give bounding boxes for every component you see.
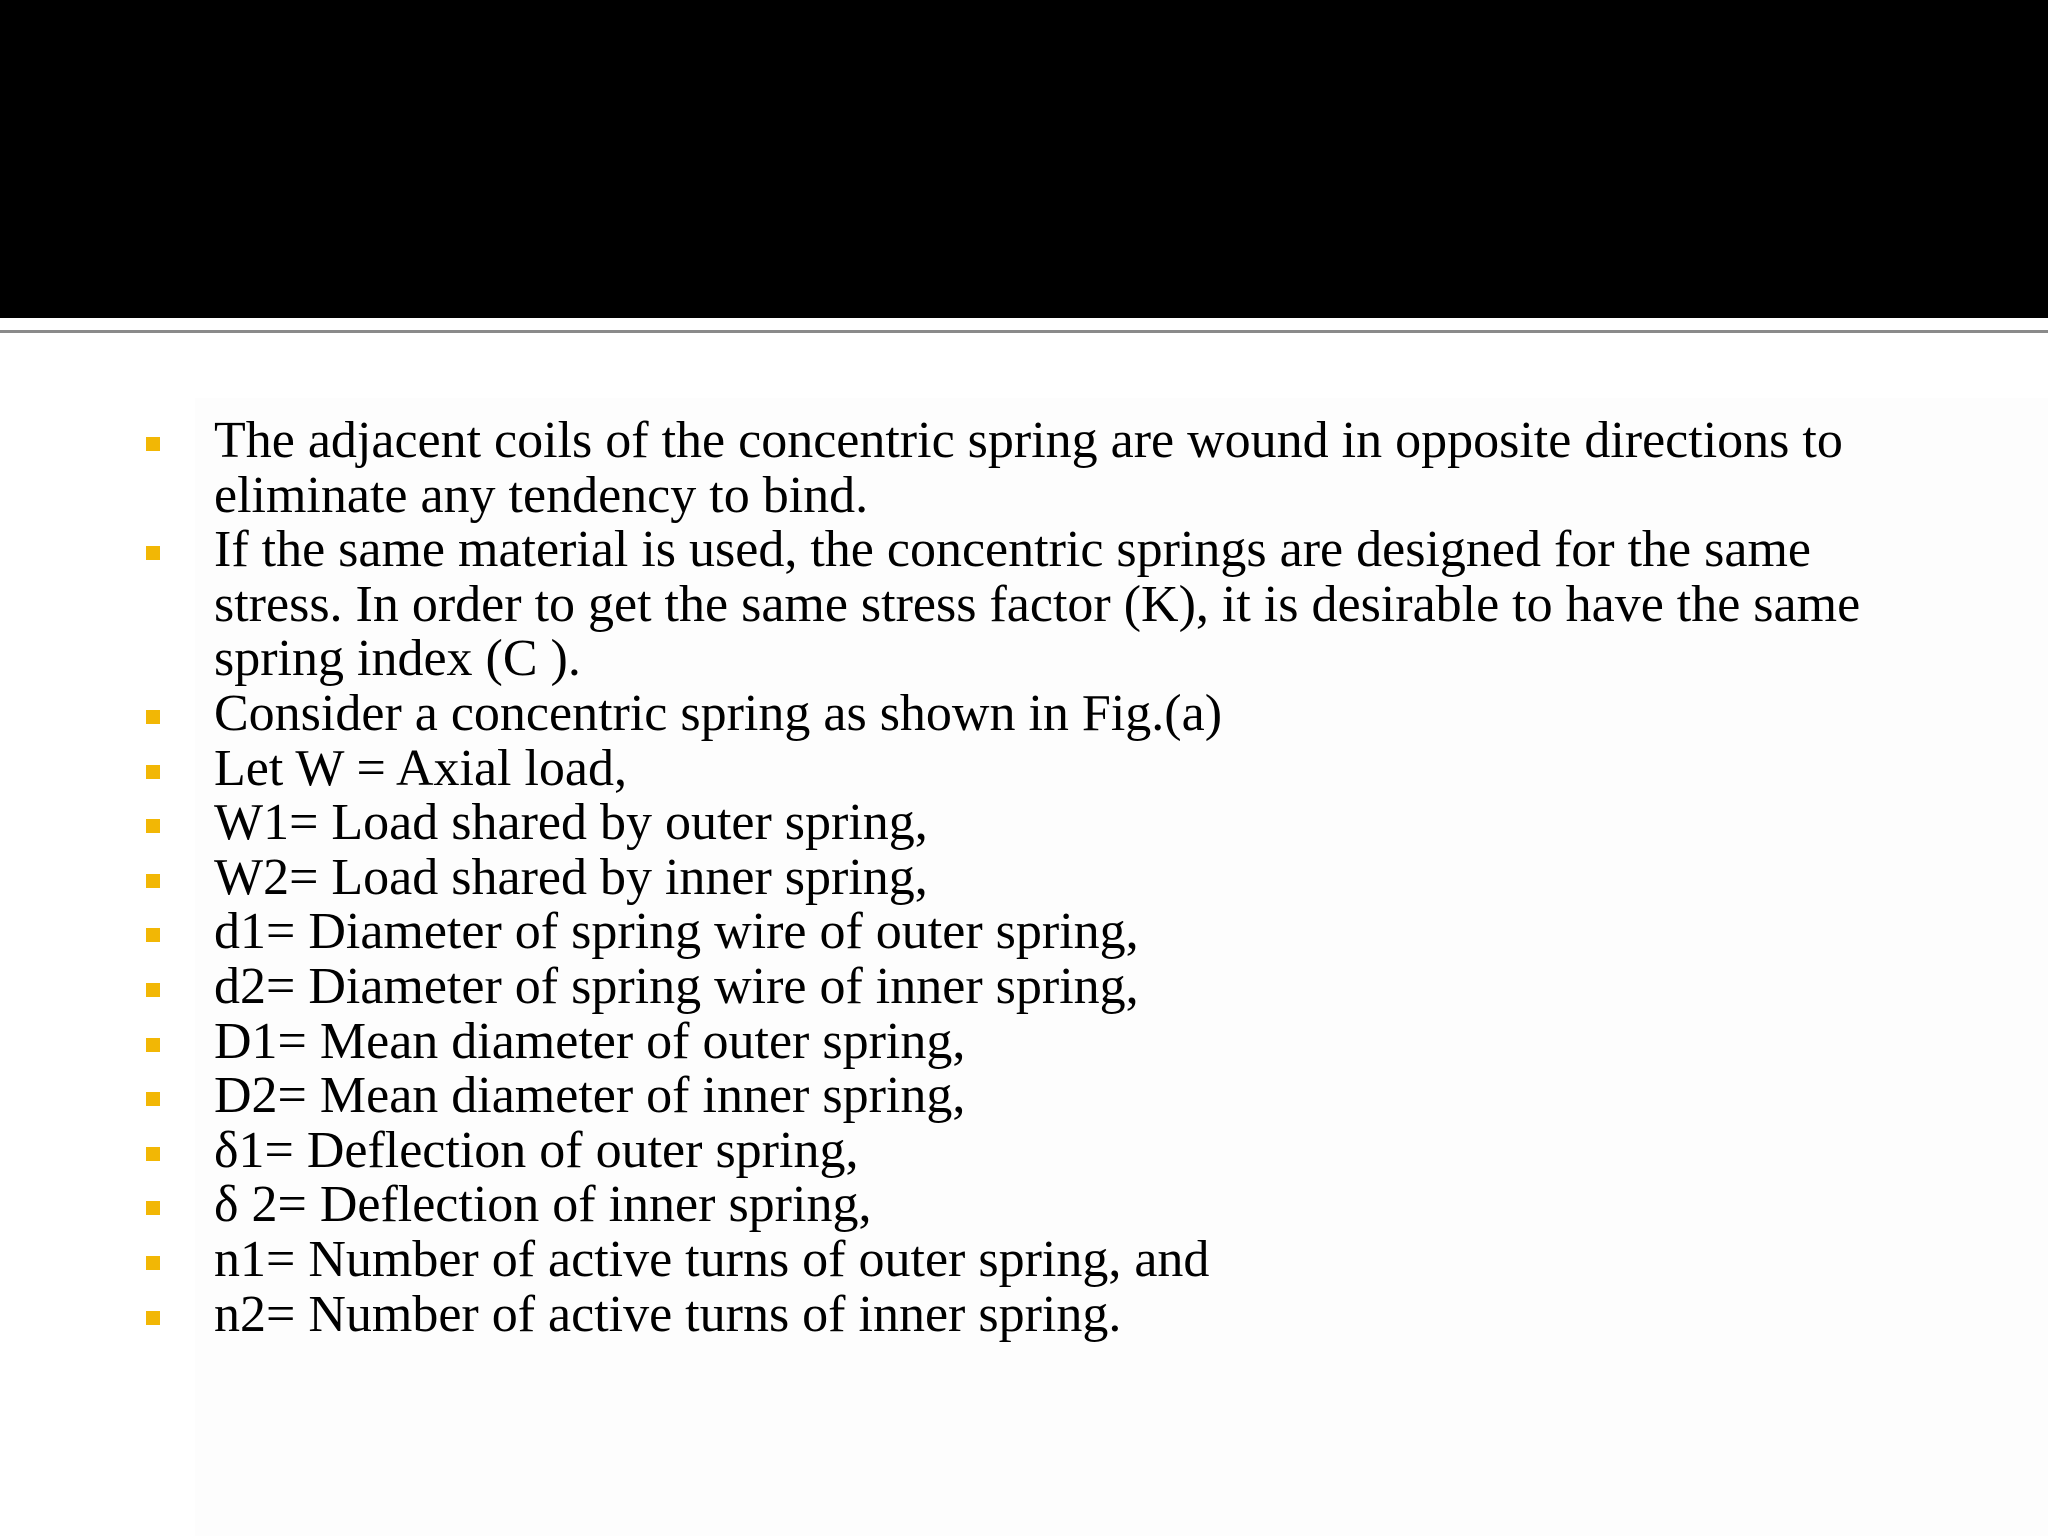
bullet-item — [0, 796, 2048, 851]
bullet-item — [0, 1121, 2048, 1179]
bullet-item — [0, 414, 2048, 523]
bullet-item — [0, 1178, 2048, 1233]
bullet-text: W2= Load shared by inner spring, — [214, 848, 928, 906]
square-bullet-icon — [146, 765, 160, 779]
bullet-text: d2= Diameter of spring wire of inner spring, — [214, 957, 1139, 1015]
bullet-item — [0, 739, 2048, 797]
square-bullet-icon — [146, 983, 160, 997]
bullet-item — [0, 1069, 2048, 1124]
bullet-text: The adjacent coils of the concentric spring are wound in opposite directions to eliminate any tendency to bind. — [214, 412, 1843, 524]
bullet-item — [0, 848, 2048, 906]
square-bullet-icon — [146, 1038, 160, 1052]
bullet-text: δ 2= Deflection of inner spring, — [214, 1176, 872, 1234]
square-bullet-icon — [146, 437, 160, 451]
square-bullet-icon — [146, 1092, 160, 1106]
bullet-item — [0, 523, 2048, 687]
bullet-item — [0, 957, 2048, 1015]
bullet-item — [0, 905, 2048, 960]
bullet-item — [0, 1012, 2048, 1070]
title-divider — [0, 330, 2048, 333]
bullet-text: D2= Mean diameter of inner spring, — [214, 1067, 966, 1125]
bullet-text: D1= Mean diameter of outer spring, — [214, 1012, 966, 1070]
bullet-item — [0, 1285, 2048, 1343]
square-bullet-icon — [146, 819, 160, 833]
bullet-text: Let W = Axial load, — [214, 739, 628, 797]
bullet-text: n2= Number of active turns of inner spring. — [214, 1285, 1122, 1343]
square-bullet-icon — [146, 1311, 160, 1325]
bullet-text: n1= Number of active turns of outer spring, and — [214, 1230, 1210, 1288]
square-bullet-icon — [146, 710, 160, 724]
bullet-text: If the same material is used, the concentric springs are designed for the same stress. In order to get the same stress factor (K), it is desirable to have the same spring index (C ). — [214, 521, 1861, 688]
bullet-list — [0, 414, 2048, 1342]
bullet-text: Consider a concentric spring as shown in Fig.(a) — [214, 684, 1223, 742]
square-bullet-icon — [146, 1201, 160, 1215]
bullet-text: d1= Diameter of spring wire of outer spring, — [214, 903, 1139, 961]
title-bar — [0, 0, 2048, 318]
bullet-text: W1= Load shared by outer spring, — [214, 794, 928, 852]
square-bullet-icon — [146, 874, 160, 888]
square-bullet-icon — [146, 1147, 160, 1161]
bullet-text: δ1= Deflection of outer spring, — [214, 1121, 859, 1179]
square-bullet-icon — [146, 1256, 160, 1270]
bullet-item — [0, 684, 2048, 742]
square-bullet-icon — [146, 928, 160, 942]
square-bullet-icon — [146, 546, 160, 560]
bullet-item — [0, 1230, 2048, 1288]
